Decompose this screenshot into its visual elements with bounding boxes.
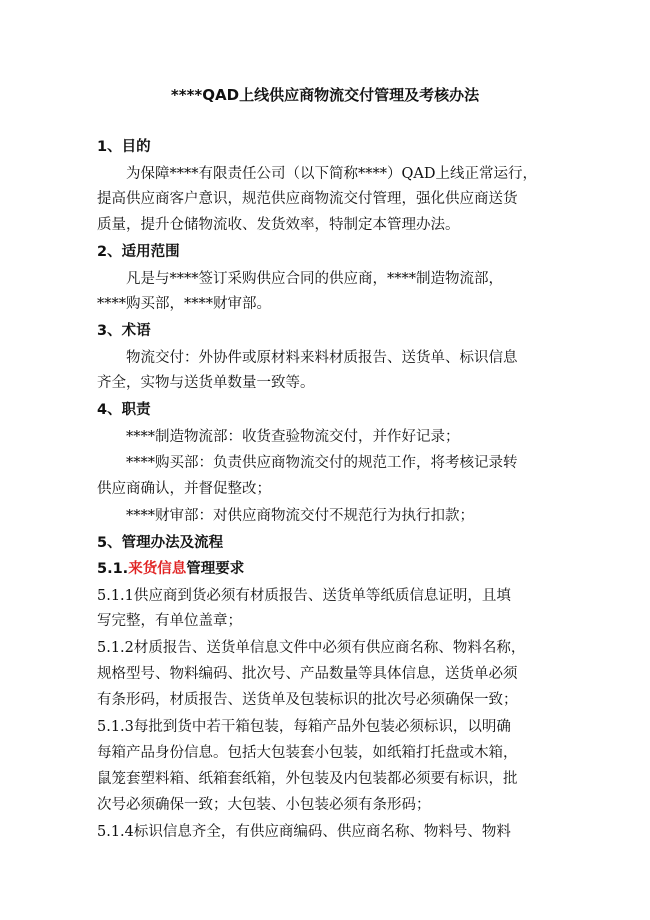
document-title: ****QAD上线供应商物流交付管理及考核办法 bbox=[170, 86, 480, 104]
paragraph-line: ****制造物流部：收货查验物流交付，并作好记录； bbox=[126, 429, 460, 445]
section-heading-terms: 3、术语 bbox=[97, 323, 151, 339]
paragraph-line: 质量，提升仓储物流收、发货效率，特制定本管理办法。 bbox=[97, 217, 460, 233]
paragraph-line: 为保障****有限责任公司（以下简称****）QAD上线正常运行， bbox=[126, 166, 537, 182]
subsection-title-suffix: 管理要求 bbox=[186, 561, 245, 577]
paragraph-line: 5.1.1供应商到货必须有材质报告、送货单等纸质信息证明，且填 bbox=[97, 588, 511, 604]
section-heading-procedures: 5、管理办法及流程 bbox=[97, 535, 224, 551]
subsection-heading-5-1 bbox=[97, 559, 567, 579]
paragraph-line: 有条形码，材质报告、送货单及包装标识的批次号必须确保一致； bbox=[97, 692, 518, 708]
paragraph-line: 规格型号、物料编码、批次号、产品数量等具体信息，送货单必须 bbox=[97, 666, 518, 682]
paragraph-line: 每箱产品身份信息。包括大包装套小包装，如纸箱打托盘或木箱， bbox=[97, 745, 518, 761]
paragraph-line: 齐全，实物与送货单数量一致等。 bbox=[97, 375, 315, 391]
highlighted-term: 来货信息 bbox=[128, 561, 187, 577]
paragraph-line: 物流交付：外协件或原材料来料材质报告、送货单、标识信息 bbox=[126, 350, 518, 366]
paragraph-line: 鼠笼套塑料箱、纸箱套纸箱，外包装及内包装都必须要有标识，批 bbox=[97, 771, 518, 787]
section-heading-purpose: 1、目的 bbox=[97, 139, 151, 155]
paragraph-line: ****购买部：负责供应商物流交付的规范工作，将考核记录转 bbox=[126, 455, 518, 471]
paragraph-line: 供应商确认，并督促整改； bbox=[97, 481, 271, 497]
paragraph-line: 5.1.3每批到货中若干箱包装，每箱产品外包装必须标识，以明确 bbox=[97, 719, 511, 735]
paragraph-line: 5.1.2材质报告、送货单信息文件中必须有供应商名称、物料名称， bbox=[97, 640, 526, 656]
paragraph-line: ****购买部，****财审部。 bbox=[97, 296, 271, 312]
paragraph-line: 写完整，有单位盖章； bbox=[97, 613, 242, 629]
paragraph-line: 提高供应商客户意识，规范供应商物流交付管理，强化供应商送货 bbox=[97, 191, 518, 207]
section-heading-scope: 2、适用范围 bbox=[97, 244, 180, 260]
paragraph-line: ****财审部：对供应商物流交付不规范行为执行扣款； bbox=[126, 508, 474, 524]
paragraph-line: 次号必须确保一致；大包装、小包装必须有条形码； bbox=[97, 797, 431, 813]
paragraph-line: 5.1.4标识信息齐全，有供应商编码、供应商名称、物料号、物料 bbox=[97, 824, 511, 840]
section-heading-responsibilities: 4、职责 bbox=[97, 402, 151, 418]
subsection-number: 5.1. bbox=[97, 561, 129, 577]
paragraph-line: 凡是与****签订采购供应合同的供应商，****制造物流部， bbox=[126, 271, 503, 287]
